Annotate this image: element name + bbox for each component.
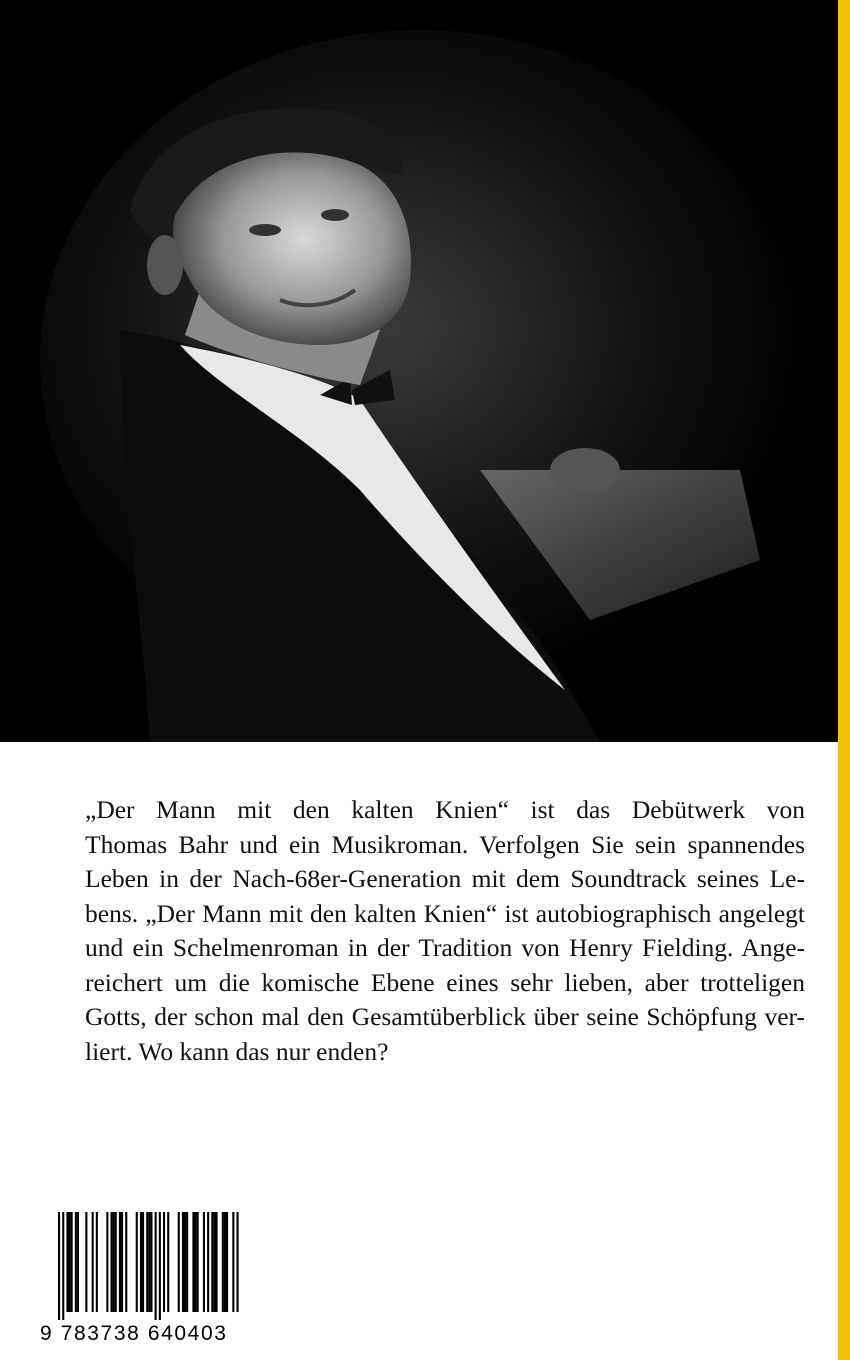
barcode-bar [106, 1212, 108, 1312]
barcode-bar [140, 1212, 142, 1312]
barcode-bar [150, 1212, 152, 1312]
barcode-bar [62, 1212, 64, 1320]
barcode-bar [182, 1212, 184, 1312]
barcode-bar [136, 1212, 138, 1312]
blurb-line: Gotts, der schon mal den Gesamtüberblick über seine Schöpfung ver- [85, 1002, 805, 1031]
barcode-bar [92, 1212, 94, 1312]
barcode-bar [142, 1212, 144, 1312]
book-blurb [85, 793, 805, 1069]
barcode-bar [197, 1212, 199, 1312]
barcode-bar [167, 1212, 169, 1312]
barcode-bar [85, 1212, 87, 1312]
barcode-bar [192, 1212, 194, 1312]
barcode-bar [203, 1212, 205, 1312]
barcode-bar [146, 1212, 148, 1312]
barcode-bar [159, 1212, 161, 1320]
barcode-bar [222, 1212, 224, 1312]
barcode-bar [75, 1212, 77, 1312]
blurb-line: reichert um die komische Ebene eines sehr lieben, aber trotteligen [85, 967, 805, 997]
blurb-line: Thomas Bahr und ein Musikroman. Verfolgen Sie sein spannendes [85, 829, 805, 859]
barcode-bar [155, 1212, 157, 1320]
blurb-line: Leben in der Nach-68er-Generation mit dem Soundtrack seines Le- [85, 864, 805, 893]
barcode-digits: 9 783738 640403 [40, 1322, 228, 1345]
barcode-bar [125, 1212, 127, 1312]
barcode-bar [121, 1212, 123, 1312]
barcode-bar [113, 1212, 115, 1312]
barcode-bar [77, 1212, 79, 1312]
barcode-bar [111, 1212, 113, 1312]
barcode-bar [226, 1212, 228, 1312]
blurb-line: liert. Wo kann das nur enden? [85, 1036, 389, 1066]
blurb-line: „Der Mann mit den kalten Knien“ ist das Debütwerk von [85, 795, 805, 824]
blurb-line: und ein Schelmenroman in der Tradition von Henry Fielding. Ange- [85, 933, 805, 962]
barcode-bar [184, 1212, 186, 1312]
barcode-bar [207, 1212, 209, 1312]
barcode-bar [195, 1212, 197, 1312]
barcode-bar [66, 1212, 68, 1312]
barcode-bar [71, 1212, 73, 1312]
barcode-bar [232, 1212, 234, 1312]
barcode-bar [237, 1212, 239, 1312]
barcode-bar [224, 1212, 226, 1312]
barcode-bar [69, 1212, 71, 1312]
barcode-bar [216, 1212, 218, 1312]
barcode-bars [40, 1212, 246, 1320]
barcode-bar [178, 1212, 180, 1312]
blurb-line: bens. „Der Mann mit den kalten Knien“ ist autobiographisch angelegt [85, 898, 805, 928]
spine-strip [838, 0, 850, 1360]
barcode-bar [186, 1212, 188, 1312]
barcode-bar [148, 1212, 150, 1312]
barcode-bar [213, 1212, 215, 1312]
barcode-bar [163, 1212, 165, 1312]
barcode-bar [96, 1212, 98, 1312]
barcode-bar [211, 1212, 213, 1312]
barcode-bar [119, 1212, 121, 1312]
barcode-bar [58, 1212, 60, 1320]
barcode-bar [115, 1212, 117, 1312]
